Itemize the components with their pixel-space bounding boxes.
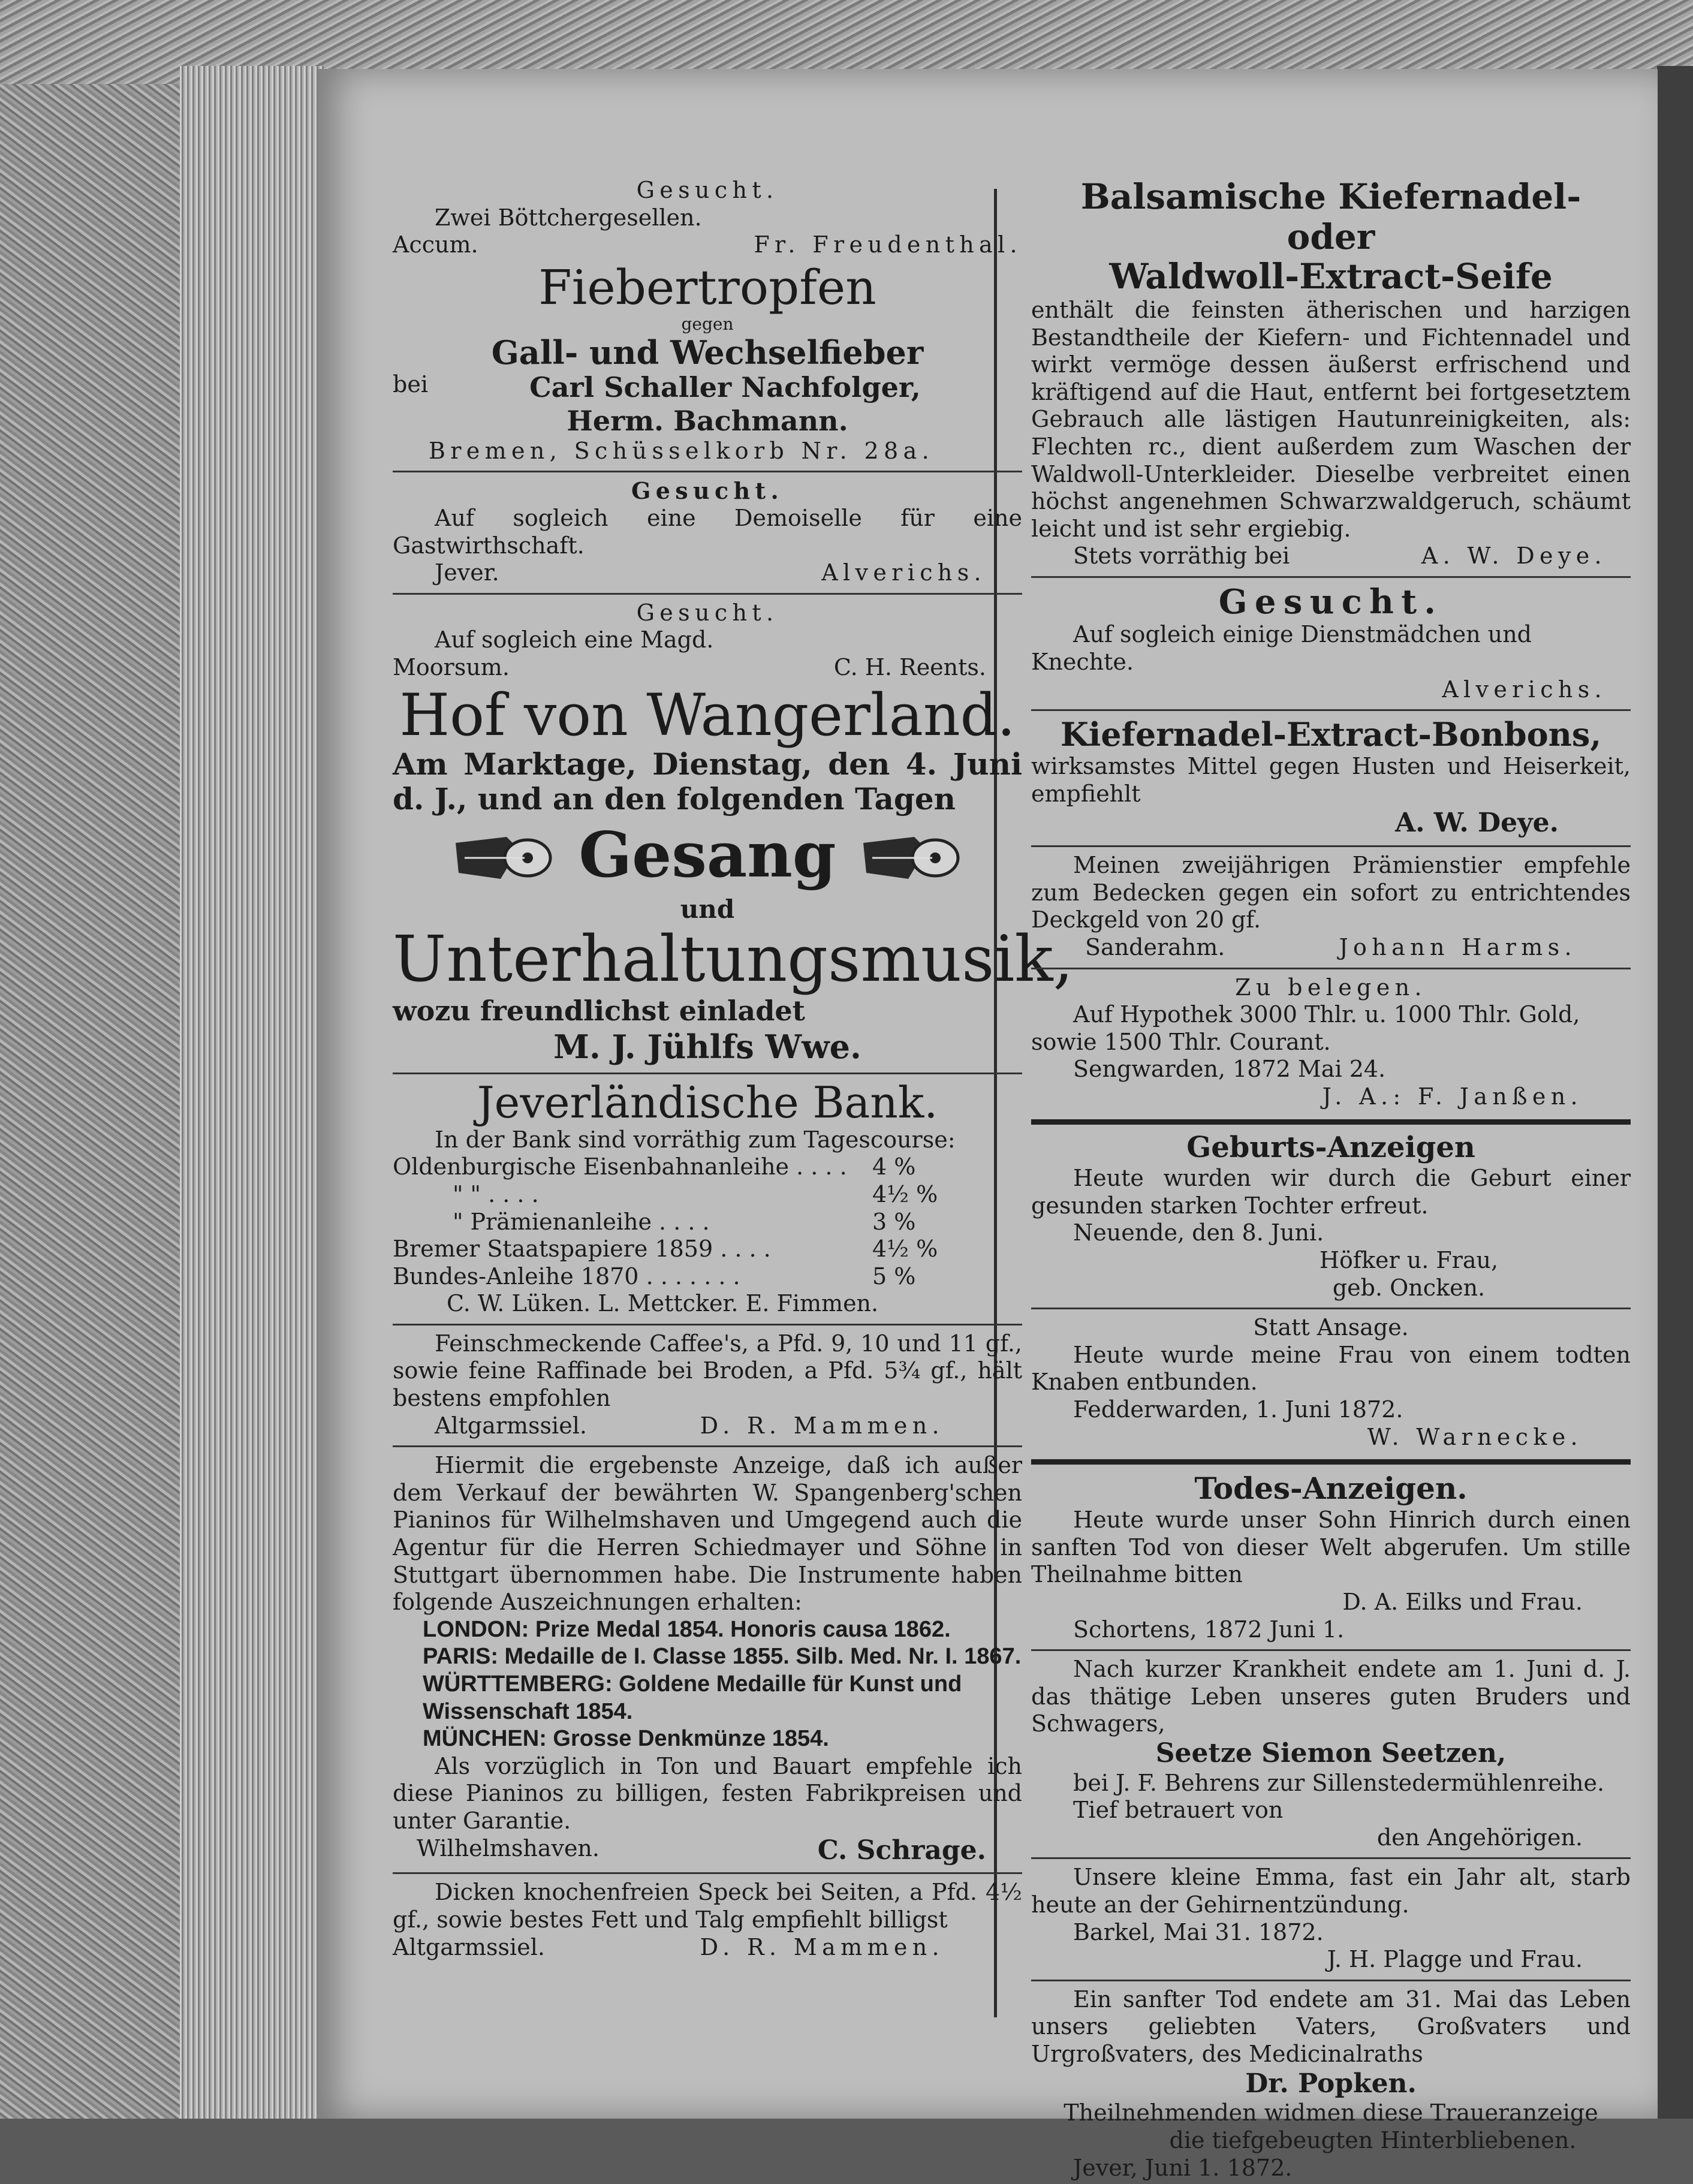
ad-signature-row [1031,934,1631,962]
bank-row-label: Bremer Staatspapiere 1859 . . . . [393,1236,771,1263]
separator [1031,968,1631,969]
ad-title: Statt Ansage. [1253,1314,1409,1341]
award-line: MÜNCHEN: Grosse Denkmünze 1854. [423,1726,829,1752]
ad-name: Alverichs. [821,559,986,586]
ad-body: enthält die feinsten ätherischen und harzigen Bestandtheile der Kiefern- und Fichtennadel und wirkt vermöge dessen äußerst erfrischend und kräftigend auf die Haut, entfernt bei fortgesetztem Gebrauch alle lästigen Hautunreinigkeiten, als: Flechten rc., dient außerdem zum Waschen der Waldwoll-Unterkleider. Dieselbe verbreitet einen höchst angenehmen Schwarzwaldgeruch, schäumt leicht und ist sehr ergiebig. [1031,297,1631,542]
section-heading: Todes-Anzeigen. [1194,1471,1468,1507]
ad-place: Altgarmssiel. [435,1412,587,1439]
ad-location: bei J. F. Behrens zur Sillenstedermühlenreihe. [1073,1769,1605,1796]
bank-row [393,1263,1022,1291]
ad-bei: bei [393,371,428,398]
section-geburts-anzeigen [1031,1131,1631,1302]
ad-body: Meinen zweijährigen Prämienstier empfehle zum Bedecken gegen ein sofort zu entrichtendes Deckgeld von 20 gf. [1031,852,1631,933]
ad-name: D. R. Mammen. [700,1933,944,1960]
ad-gesucht-magd [393,600,1022,682]
bank-row-label: " Prämienanleihe . . . . [453,1208,710,1235]
ad-body: Unsere kleine Emma, fast ein Jahr alt, starb heute an der Gehirnentzündung. [1031,1864,1631,1918]
gesang-banner [393,818,1022,892]
separator [393,471,1022,472]
ad-place: Jever, Juni 1. 1872. [1073,2154,1293,2181]
ad-name: M. J. Jühlfs Wwe. [553,1027,861,1066]
bank-row [393,1153,1022,1181]
award-line: PARIS: Medaille de I. Classe 1855. Silb. Med. Nr. I. 1867. [423,1644,1022,1670]
ad-kiefernadel-seife [1031,177,1631,570]
ad-place: Fedderwarden, 1. Juni 1872. [1073,1396,1403,1423]
ad-body: Dicken knochenfreien Speck bei Seiten, a Pfd. 4½ gf., sowie bestes Fett und Talg empfiehlt billigst [393,1879,1022,1933]
ad-closing: Theilnehmenden widmen diese Traueranzeige [1064,2099,1598,2126]
ad-caffee [393,1330,1022,1439]
ad-body: Ein sanfter Tod endete am 31. Mai das Leben unsers geliebten Vaters, Großvaters und Urgroßvaters, des Medicinalraths [1031,1986,1631,2068]
book-cover-right [1657,66,1693,2119]
ad-fiebertropfen [393,261,1022,465]
ad-line: sowie 1500 Thlr. Courant. [1031,1028,1331,1055]
ad-title: Gesucht. [1218,582,1444,622]
ad-name: J. H. Plagge und Frau. [1327,1946,1583,1973]
ad-line: Auf Hypothek 3000 Thlr. u. 1000 Thlr. Gold, [1073,1001,1580,1028]
separator [393,1073,1022,1074]
ad-address: Bremen, Schüsselkorb Nr. 28a. [429,437,935,464]
ad-intro: In der Bank sind vorräthig zum Tagescourse: [435,1126,956,1153]
ad-signature-row [393,1934,1022,1962]
ad-popken [1031,1986,1631,2182]
gesang-title: Gesang [579,818,836,892]
separator [393,1445,1022,1447]
ad-signature-row [393,231,1022,259]
separator [393,593,1022,595]
ad-title: Jeverländische Bank. [477,1077,938,1128]
ad-musik: Unterhaltungsmusik, [393,921,1074,996]
book-page-edges [180,66,324,2119]
ad-place: Neuende, den 8. Juni. [1073,1219,1324,1246]
ad-signature-row [1031,543,1631,570]
ad-invite: wozu freundlichst einladet [393,994,805,1027]
separator [393,1872,1022,1874]
ad-title: Gesucht. [636,177,779,203]
bank-row-value: 4½ % [872,1236,938,1263]
ad-place: Moorsum. [393,654,510,680]
ad-body: Am Marktage, Dienstag, den 4. Juni d. J., und an den folgenden Tagen [393,746,1022,817]
ad-body: Auf sogleich einige Dienstmädchen und Knechte. [1031,621,1532,675]
ad-zu-belegen [1031,974,1631,1111]
separator [1031,845,1631,847]
ad-name: A. W. Deye. [1421,543,1607,570]
ad-mourn: Tief betrauert von [1073,1797,1284,1824]
ad-closing: Als vorzüglich in Ton und Bauart empfehle ich diese Pianinos zu billigen, festen Fabrikpreisen und unter Garantie. [393,1752,1022,1834]
ad-place: Sanderahm. [1085,934,1225,961]
ad-body: Auf sogleich eine Demoiselle für eine Gastwirthschaft. [393,505,1022,559]
ad-title: Zu belegen. [1235,974,1427,1001]
section-todes-anzeigen [1031,1471,1631,1643]
ad-place: Jever. [435,559,499,586]
ad-place: Barkel, Mai 31. 1872. [1073,1918,1324,1945]
ad-place: Sengwarden, 1872 Mai 24. [1073,1056,1386,1083]
ad-gesucht-demoiselle [393,477,1022,586]
ad-und: und [680,894,735,924]
separator [393,1324,1022,1326]
ad-body: Feinschmeckende Caffee's, a Pfd. 9, 10 und 11 gf., sowie feine Raffinade bei Broden, a Pfd. 5¾ gf., hält bestens empfohlen [393,1330,1022,1412]
separator [1031,576,1631,578]
left-column [393,177,1074,1963]
ad-name: D. R. Mammen. [700,1412,944,1439]
ad-owner: Herm. Bachmann. [567,404,848,437]
ad-name: C. Schrage. [817,1834,986,1866]
ad-names: C. W. Lüken. L. Mettcker. E. Fimmen. [447,1290,879,1317]
ad-deceased: Seetze Siemon Seetzen, [1155,1737,1507,1769]
ad-name: Fr. Freudenthal. [754,231,1022,258]
newspaper-page [318,69,1658,2181]
separator [1031,1649,1631,1651]
ad-signature-row [393,1412,1022,1440]
ad-closing: die tiefgebeugten Hinterbliebenen. [1169,2127,1577,2153]
ad-body: Auf sogleich eine Magd. [435,626,714,653]
guitar-icon [860,825,962,885]
ad-body: Nach kurzer Krankheit endete am 1. Juni d. J. das thätige Leben unseres guten Bruders und Schwagers, [1031,1656,1631,1737]
ad-speck [393,1879,1022,1961]
ad-gesucht-dienstmaedchen [1031,583,1631,703]
ad-body: Heute wurde unser Sohn Hinrich durch einen sanften Tod von dieser Welt abgerufen. Um stille Theilnahme bitten [1031,1507,1631,1588]
section-rule [1031,1459,1631,1465]
ad-name: W. Warnecke. [1367,1423,1583,1450]
ad-place: Altgarmssiel. [393,1933,545,1960]
ad-title: Fiebertropfen [538,259,876,315]
bank-row [393,1236,1022,1263]
ad-gegen: gegen [681,314,734,334]
bank-row-value: 4½ % [872,1180,938,1207]
right-column [1031,177,1631,2184]
ad-praemienstier [1031,852,1631,961]
ad-family: den Angehörigen. [1376,1824,1583,1851]
ad-place: Schortens, 1872 Juni 1. [1073,1616,1345,1643]
ad-name: Höfker u. Frau, [1319,1246,1499,1273]
ad-stock: Stets vorräthig bei [1073,543,1290,570]
ad-title: Hof von Wangerland. [399,681,1016,749]
ad-statt-ansage [1031,1314,1631,1451]
ad-title: Kiefernadel-Extract-Bonbons, [1060,715,1602,754]
ad-gesucht-boettcher [393,177,1022,259]
ad-body: wirksamstes Mittel gegen Husten und Heiserkeit, empfiehlt [1031,753,1631,807]
ad-title: Waldwoll-Extract-Seife [1109,256,1553,297]
ad-name: Johann Harms. [1339,934,1577,961]
bank-row-value: 3 % [872,1208,916,1235]
section-rule [1031,1119,1631,1125]
ad-deceased: Dr. Popken. [1245,2068,1417,2099]
award-line: WÜRTTEMBERG: Goldene Medaille für Kunst und Wissenschaft 1854. [423,1671,962,1724]
ad-signature-row [393,1835,1022,1867]
bank-row-value: 4 % [872,1153,916,1180]
bank-row [393,1181,1022,1209]
ad-place: Accum. [393,231,478,258]
ad-name: J. A.: F. Janßen. [1322,1083,1583,1110]
ad-title: Balsamische Kiefernadel- oder [1080,176,1581,257]
separator [1031,1857,1631,1859]
ad-body: Heute wurde meine Frau von einem todten Knaben entbunden. [1031,1341,1631,1396]
ad-firm-row [393,371,1022,404]
bank-row-value: 5 % [872,1263,916,1290]
ad-hof-von-wangerland [393,681,1074,1067]
ad-signature-row [393,654,1022,682]
ad-jeverlaendische-bank [393,1079,1022,1318]
ad-signature-row [393,559,1022,587]
ad-pianinos [393,1452,1022,1866]
ad-name: A. W. Deye. [1394,808,1559,839]
ad-bonbons [1031,716,1631,839]
ad-name: geb. Oncken. [1332,1274,1486,1301]
separator [1031,1980,1631,1981]
ad-title: Gesucht. [636,599,779,626]
ad-emma [1031,1864,1631,1973]
ad-seetzen [1031,1656,1631,1851]
bank-row-label: Bundes-Anleihe 1870 . . . . . . . [393,1263,740,1290]
ad-place: Wilhelmshaven. [417,1834,600,1861]
ad-name: D. A. Eilks und Frau. [1342,1588,1583,1615]
background-scan-left [0,0,180,2119]
bank-row [393,1209,1022,1236]
separator [1031,709,1631,711]
ad-body: Hiermit die ergebenste Anzeige, daß ich außer dem Verkauf der bewährten W. Spangenberg'schen Pianinos für Wilhelmshaven und Umgegend auch die Agentur für die Herren Schiedmayer und Söhne in Stuttgart übernommen habe. Die Instrumente haben folgende Auszeichnungen erhalten: [393,1452,1022,1616]
ad-body: Zwei Böttchergesellen. [435,204,702,231]
ad-body: Heute wurden wir durch die Geburt einer gesunden starken Tochter erfreut. [1031,1165,1631,1219]
award-line: LONDON: Prize Medal 1854. Honoris causa 1862. [423,1616,951,1642]
ad-firm: Carl Schaller Nachfolger, [529,371,921,404]
bank-row-label: Oldenburgische Eisenbahnanleihe . . . . [393,1153,847,1180]
section-heading: Geburts-Anzeigen [1186,1130,1475,1164]
ad-title: Gesucht. [631,477,784,505]
separator [1031,1308,1631,1309]
ad-name: C. H. Reents. [833,654,986,680]
ad-name: Alverichs. [1442,676,1607,703]
ad-subject: Gall- und Wechselfieber [491,333,924,372]
bank-row-label: " " . . . . [453,1180,539,1207]
guitar-icon [453,825,555,885]
